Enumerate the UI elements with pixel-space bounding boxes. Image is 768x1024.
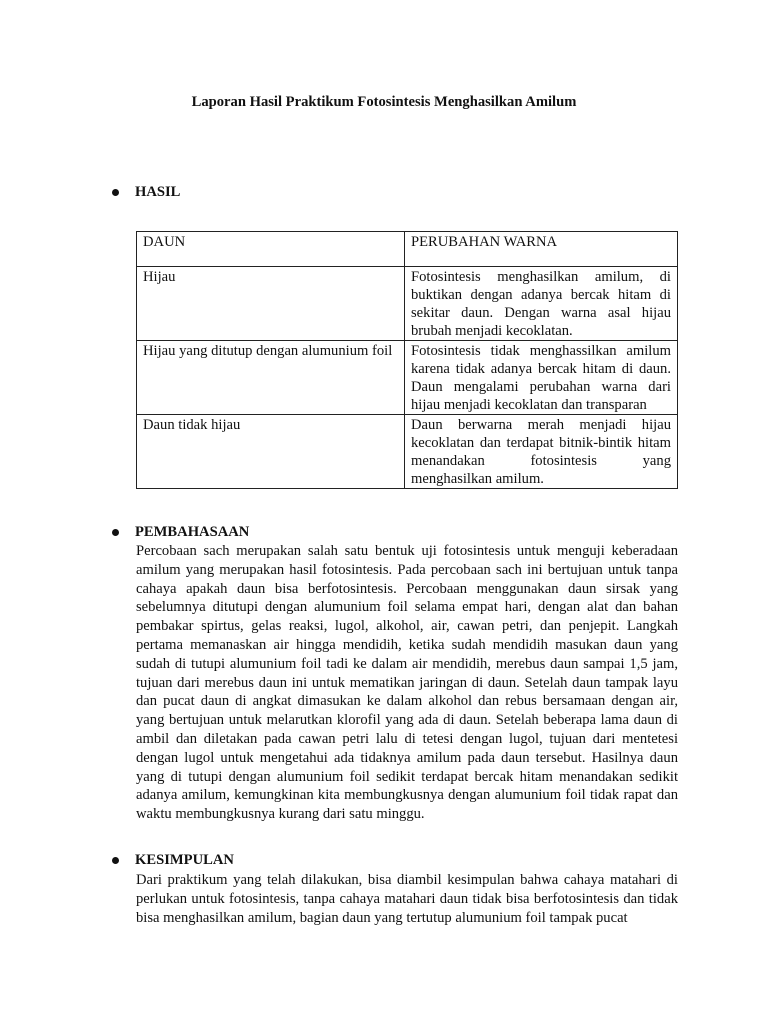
table-cell-color-change: Daun berwarna merah menjadi hijau kecoklatan dan terdapat bitnik-bintik hitam menandakan fotosintesis yang menghasilkan amilum. [405, 415, 678, 489]
section-heading-pembahasan: PEMBAHASAAN [135, 524, 250, 540]
table-header-cell: DAUN [137, 232, 405, 267]
bullet-icon [112, 857, 119, 864]
bullet-icon [112, 189, 119, 196]
table-cell-color-change: Fotosintesis tidak menghassilkan amilum karena tidak adanya bercak hitam di daun. Daun mengalami perubahan warna dari hijau menjadi kecoklatan dan transparan [405, 341, 678, 415]
section-heading-kesimpulan: KESIMPULAN [135, 852, 234, 868]
bullet-icon [112, 529, 119, 536]
section-heading-hasil: HASIL [135, 184, 181, 200]
table-header-cell: PERUBAHAN WARNA [405, 232, 678, 267]
table-cell-color-change: Fotosintesis menghasilkan amilum, di buktikan dengan adanya bercak hitam di sekitar daun. Dengan warna asal hijau brubah menjadi kecoklatan. [405, 267, 678, 341]
table-cell-leaf: Daun tidak hijau [137, 415, 405, 489]
kesimpulan-paragraph: Dari praktikum yang telah dilakukan, bisa diambil kesimpulan bahwa cahaya matahari di perlukan untuk fotosintesis, tanpa cahaya matahari daun tidak bisa berfotosintesis dan tidak bisa menghasilkan amilum, bagian daun yang tertutup alumunium foil tampak pucat [136, 872, 678, 926]
table-row [137, 267, 678, 341]
pembahasan-paragraph: Percobaan sach merupakan salah satu bentuk uji fotosintesis untuk menguji keberadaan amilum yang merupakan hasil fotosintesis. Pada percobaan sach ini bertujuan untuk tanpa cahaya apakah daun bisa berfotosintesis. Percobaan menggunakan daun sirsak yang sebelumnya ditutupi dengan alumunium foil selama empat hari, dengan alat dan bahan pembakar spirtus, gelas reaksi, lugol, alkohol, air, cawan petri, dan penjepit. Langkah pertama memanaskan air hingga mendidih, ketika sudah mendidih masukan daun yang sudah di tutupi alumunium foil tadi ke dalam air mendidih, merebus daun sampai 1,5 jam, tujuan dari merebus daun ini untuk mematikan jaringan di daun. Setelah daun tampak layu dan pucat daun di angkat dimasukan ke dalam alkohol dan rebus bersamaan dengan air, yang bertujuan untuk melarutkan klorofil yang ada di daun. Setelah beberapa lama daun di ambil dan diletakan pada cawan petri lalu di tetesi dengan lugol, tujuan dari mentetesi dengan lugol untuk mengetahui ada tidaknya amilum pada daun tersebut. Hasilnya daun yang di tutupi dengan alumunium foil sedikit terdapat bercak hitam menandakan sedikit adanya amilum, kemungkinan kita membungkusnya dengan alumunium foil tidak rapat dan waktu membungkusnya kurang dari satu minggu. [136, 543, 678, 823]
section-kesimpulan [112, 851, 234, 870]
document-title: Laporan Hasil Praktikum Fotosintesis Menghasilkan Amilum [191, 94, 577, 110]
section-hasil [112, 183, 180, 202]
table-cell-leaf: Hijau yang ditutup dengan alumunium foil [137, 341, 405, 415]
table-header-row [137, 232, 678, 267]
section-pembahasan [112, 523, 249, 542]
table-row [137, 341, 678, 415]
results-table [136, 231, 678, 489]
table-cell-leaf: Hijau [137, 267, 405, 341]
table-row [137, 415, 678, 489]
